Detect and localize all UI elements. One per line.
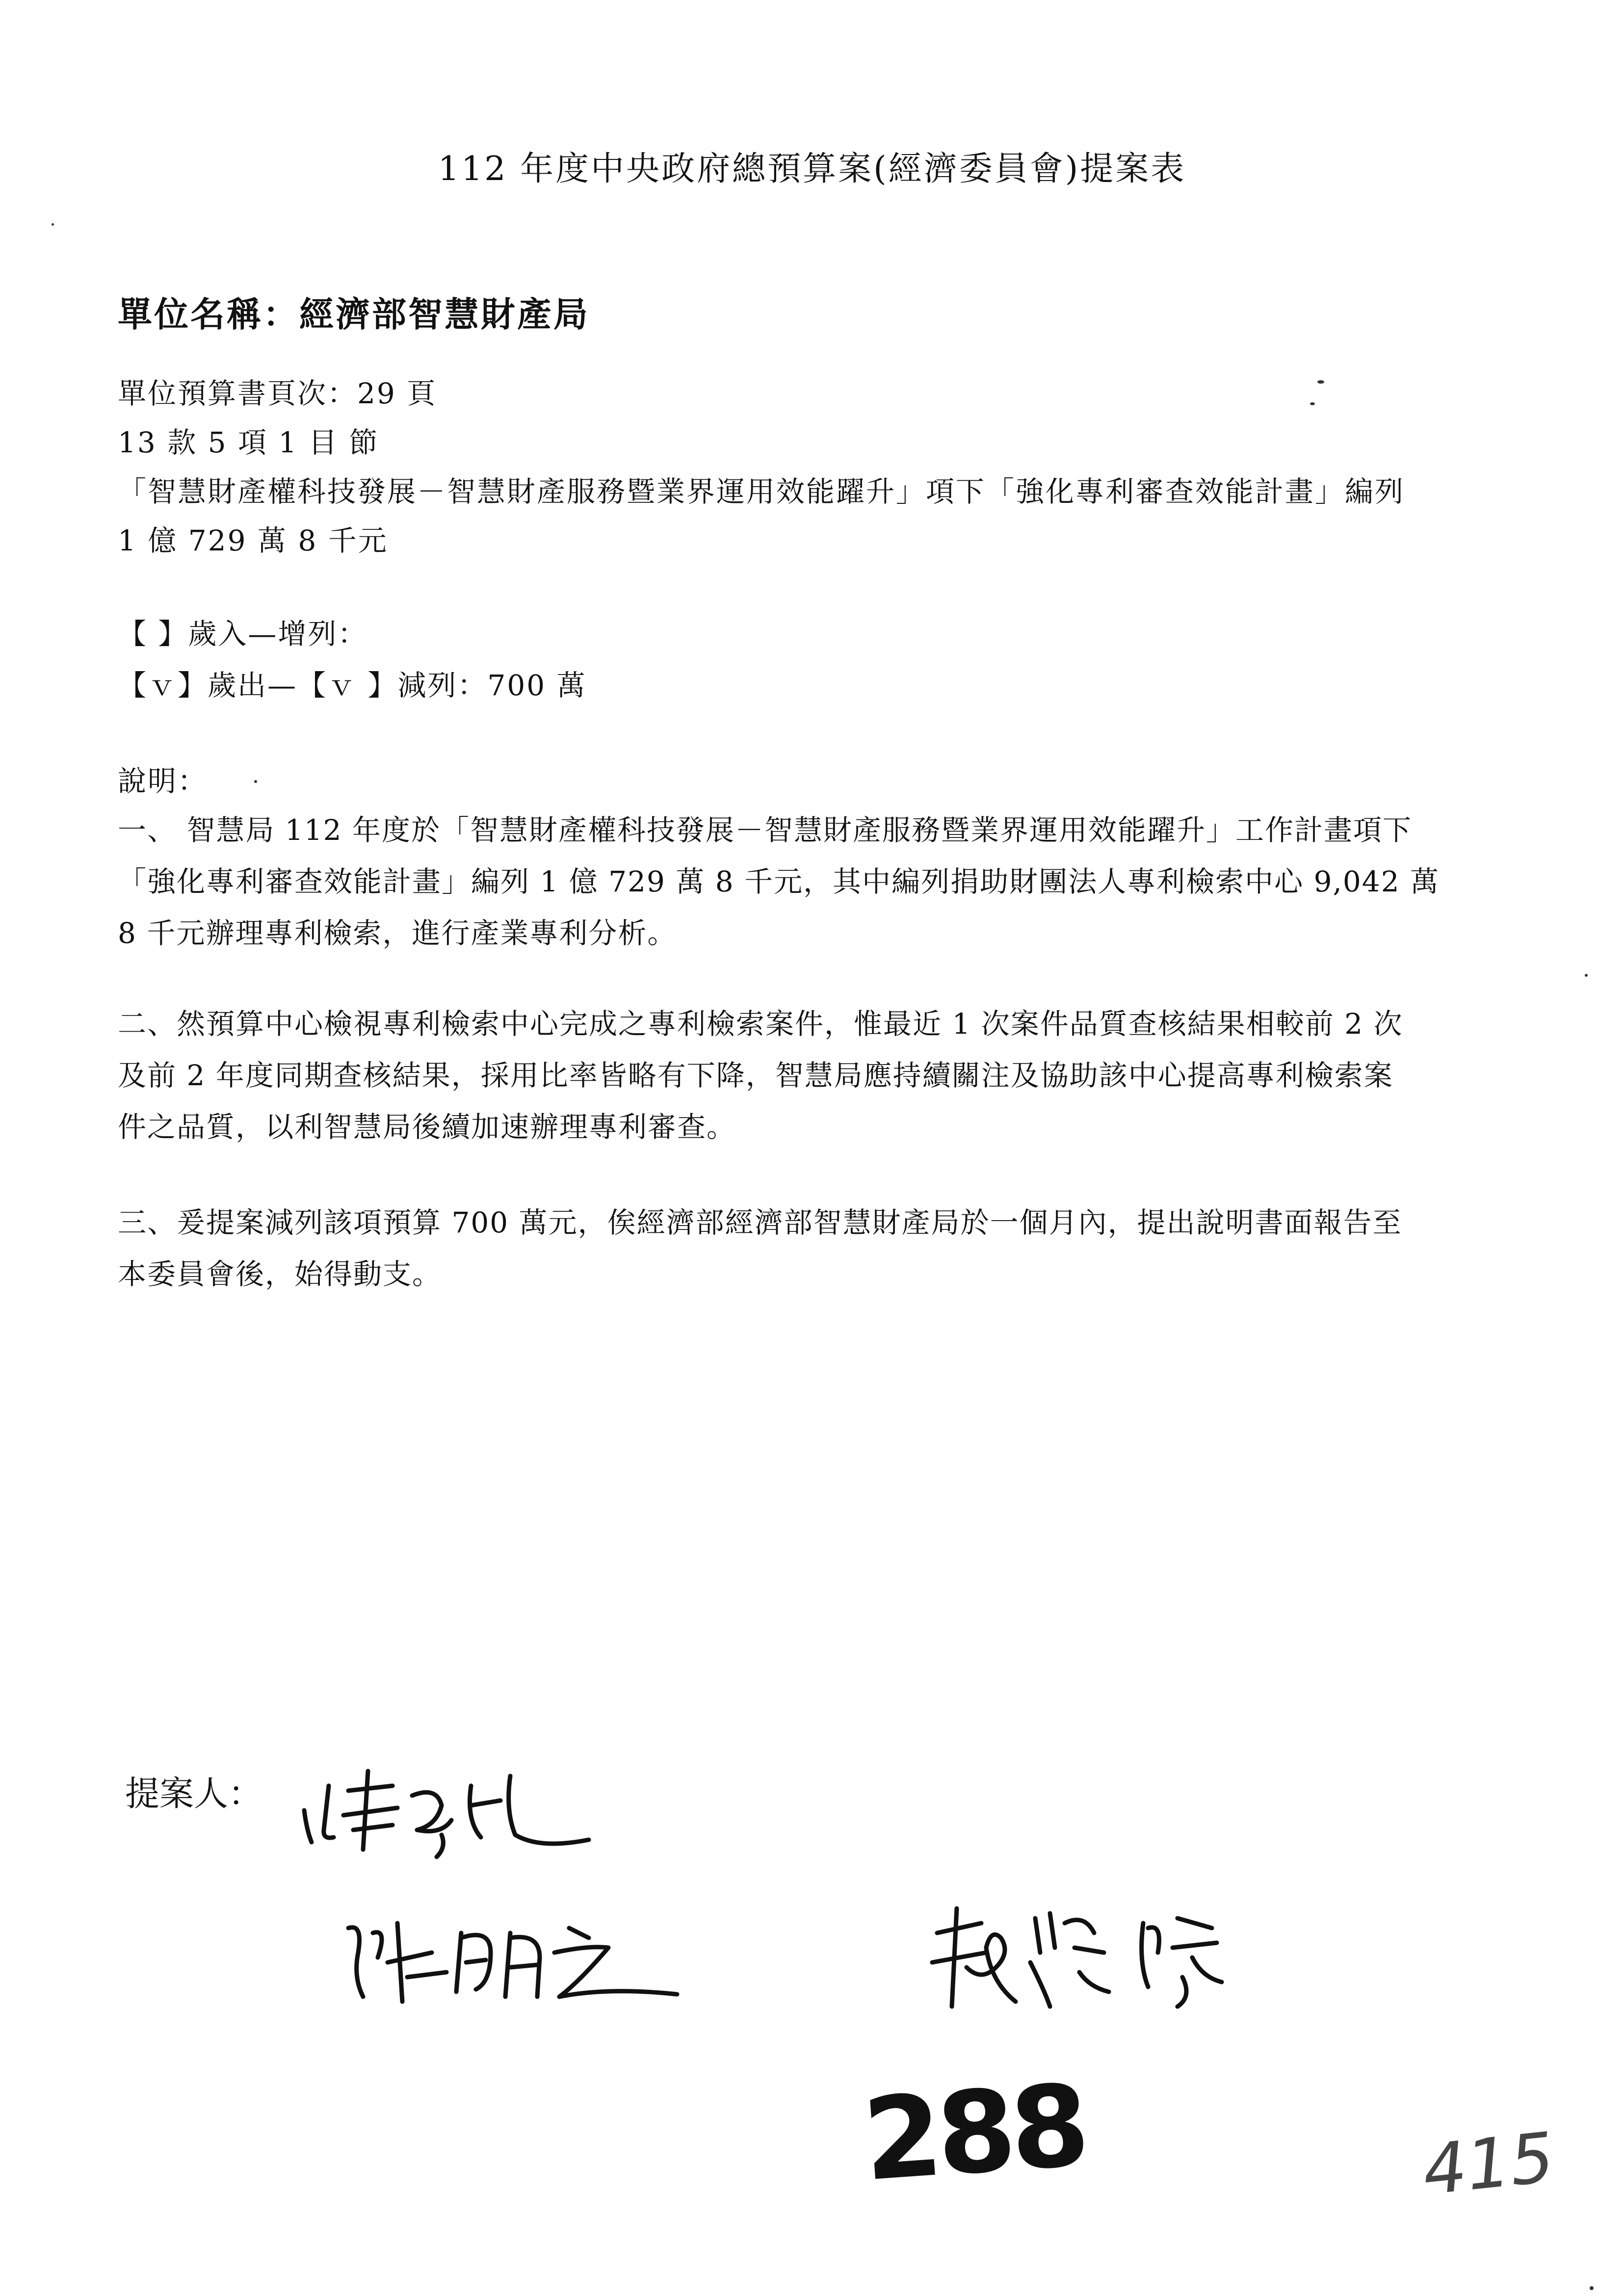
explanation-paragraph-3 (118, 1197, 1545, 1300)
scan-speck (1317, 380, 1324, 384)
handwritten-page-number: 288 (859, 2060, 1089, 2207)
section-line: 13 款 5 項 1 目 節 (118, 426, 379, 459)
scan-speck (1310, 402, 1315, 405)
scan-speck (1585, 974, 1588, 977)
paragraph-1-line: 8 千元辦理專利檢索，進行產業專利分析。 (118, 916, 677, 950)
paragraph-2-line: 及前 2 年度同期查核結果，採用比率皆略有下降，智慧局應持續關注及協助該中心提高專利檢索案 (118, 1059, 1393, 1092)
revenue-line: 【 】歲入—增列： (118, 617, 368, 651)
signature-2 (334, 1899, 687, 2016)
scan-speck (254, 780, 257, 783)
expense-line: 【ｖ】歲出—【ｖ 】減列：700 萬 (118, 669, 587, 702)
scan-speck (52, 223, 54, 226)
explanation-paragraph-2 (118, 998, 1545, 1153)
explanation-label: 說明： (118, 764, 208, 798)
paragraph-3-line: 本委員會後，始得動支。 (118, 1257, 442, 1291)
paragraph-1-line: 「強化專利審查效能計畫」編列 1 億 729 萬 8 千元，其中編列捐助財團法人專利檢索中心 9,042 萬 (118, 865, 1440, 898)
budget-page-line: 單位預算書頁次：29 頁 (118, 377, 437, 410)
explanation-paragraph-1 (118, 805, 1545, 959)
signature-3 (917, 1894, 1231, 2016)
paragraph-1-line: 一、 智慧局 112 年度於「智慧財產權科技發展－智慧財產服務暨業界運用效能躍升」工作計畫項下 (118, 813, 1413, 847)
item-line-1: 「智慧財產權科技發展－智慧財產服務暨業界運用效能躍升」項下「強化專利審查效能計畫」編列 (118, 475, 1405, 508)
item-line-2: 1 億 729 萬 8 千元 (118, 524, 388, 557)
signature-1 (294, 1756, 608, 1864)
form-title: 112 年度中央政府總預算案(經濟委員會)提案表 (438, 150, 1186, 188)
scan-speck (1590, 2286, 1594, 2290)
paragraph-2-line: 件之品質，以利智慧局後續加速辦理專利審查。 (118, 1110, 736, 1144)
unit-name: 單位名稱：經濟部智慧財產局 (118, 294, 590, 335)
paragraph-3-line: 三、爰提案減列該項預算 700 萬元，俟經濟部經濟部智慧財產局於一個月內，提出說明書面報告至 (118, 1206, 1402, 1239)
handwritten-sheet-number: 415 (1419, 2117, 1558, 2211)
paragraph-2-line: 二、然預算中心檢視專利檢索中心完成之專利檢索案件，惟最近 1 次案件品質查核結果相較前 2 次 (118, 1007, 1403, 1041)
proposer-label: 提案人： (125, 1774, 262, 1814)
